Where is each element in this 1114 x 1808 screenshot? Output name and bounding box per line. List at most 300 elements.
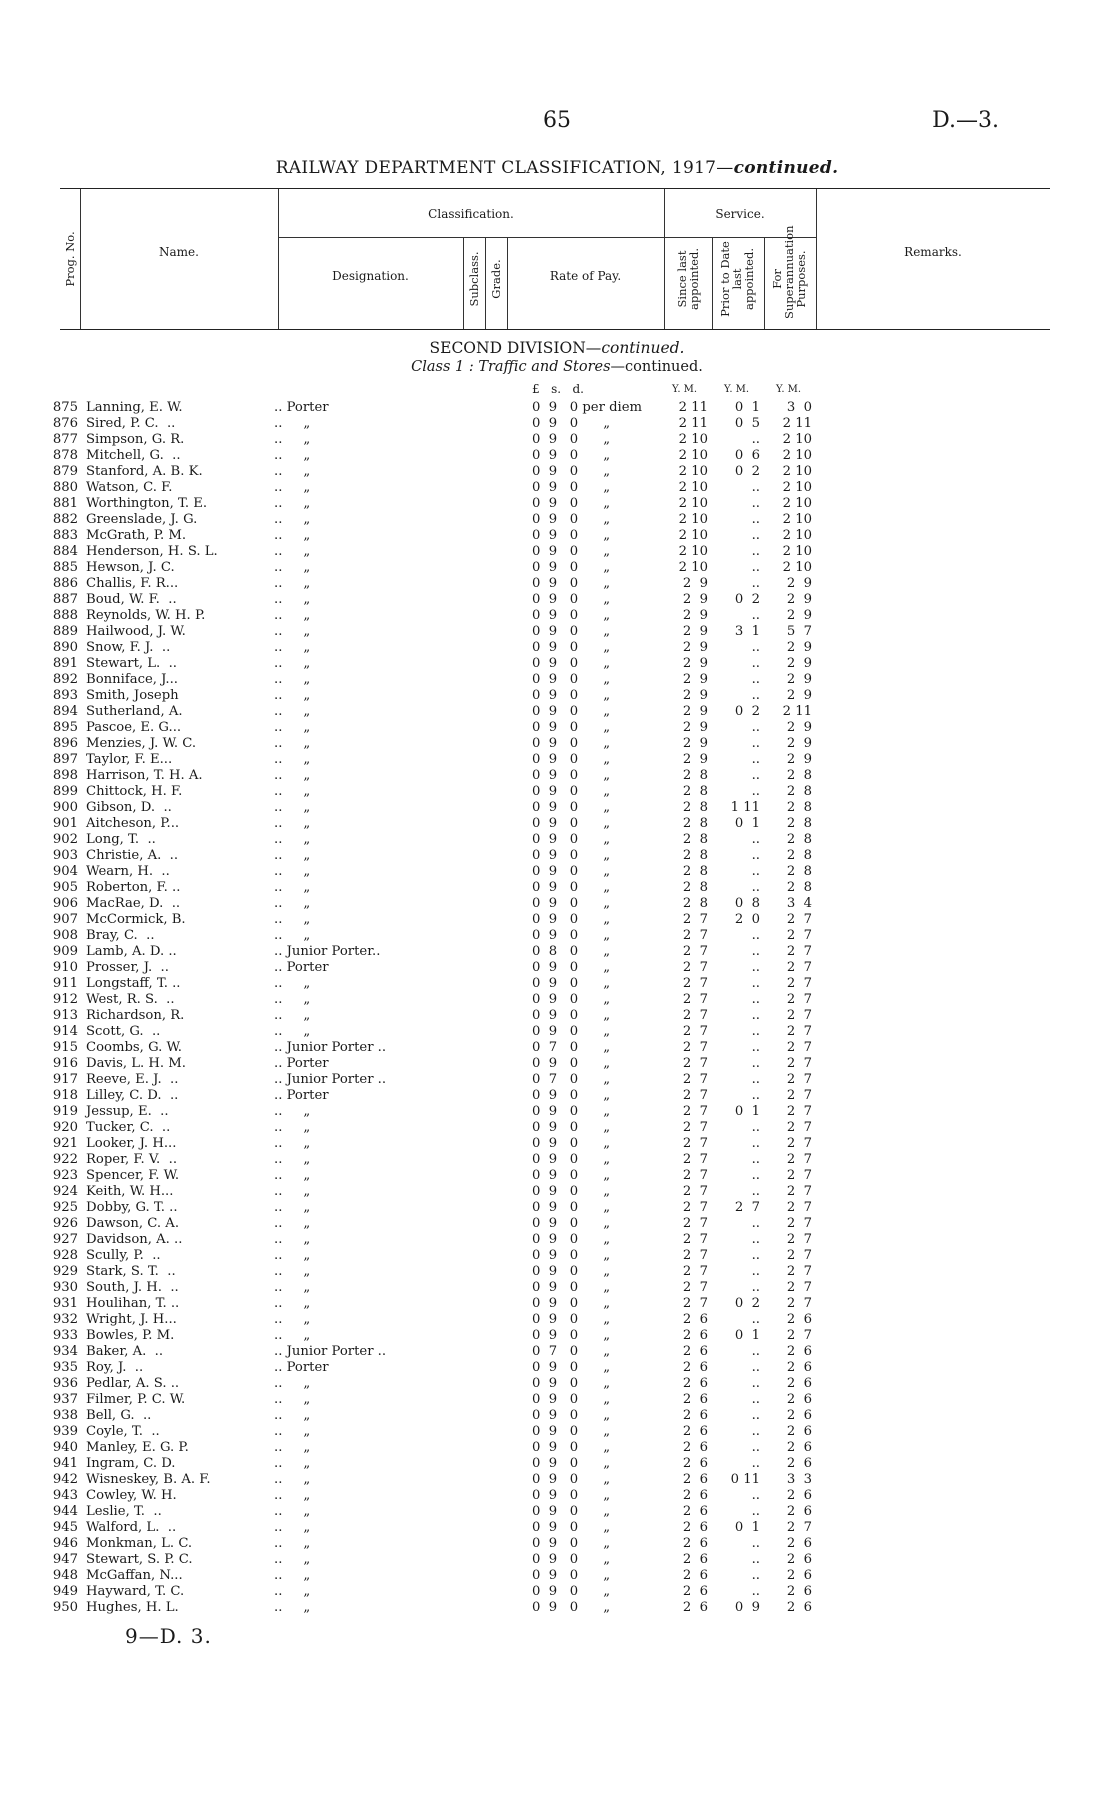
prog-no-cell: 879 xyxy=(52,464,78,479)
table-row xyxy=(0,720,1114,736)
prog-no-cell: 924 xyxy=(52,1184,78,1199)
column-rule xyxy=(485,237,486,329)
superannuation-service-cell: 2 6 xyxy=(786,1568,812,1583)
superannuation-service-cell: 2 7 xyxy=(786,1520,812,1535)
rate-of-pay-cell: 0 9 0 „ xyxy=(532,1392,611,1407)
prog-no-cell: 884 xyxy=(52,544,78,559)
prior-service-cell: .. xyxy=(751,496,760,511)
designation-cell: .. „ xyxy=(274,416,311,431)
prior-service-cell: .. xyxy=(751,768,760,783)
since-last-appointed-cell: 2 7 xyxy=(682,1264,708,1279)
since-last-appointed-cell: 2 8 xyxy=(682,832,708,847)
rate-of-pay-cell: 0 9 0 „ xyxy=(532,1440,611,1455)
designation-cell: .. Junior Porter .. xyxy=(274,1072,387,1087)
prior-service-cell: .. xyxy=(751,1072,760,1087)
designation-cell: .. „ xyxy=(274,1488,311,1503)
since-last-appointed-cell: 2 8 xyxy=(682,896,708,911)
header-for-superannuation: For Superannuation Purposes. xyxy=(770,225,808,319)
prog-no-cell: 899 xyxy=(52,784,78,799)
superannuation-service-cell: 3 0 xyxy=(786,400,812,415)
prog-no-cell: 877 xyxy=(52,432,78,447)
prior-service-cell: .. xyxy=(751,1232,760,1247)
superannuation-service-cell: 2 6 xyxy=(786,1360,812,1375)
rate-of-pay-cell: 0 9 0 „ xyxy=(532,1408,611,1423)
header-designation: Designation. xyxy=(332,269,409,283)
since-last-appointed-cell: 2 7 xyxy=(682,960,708,975)
prior-service-cell: .. xyxy=(751,832,760,847)
name-cell: Pedlar, A. S. .. xyxy=(86,1376,180,1391)
prog-no-cell: 889 xyxy=(52,624,78,639)
since-last-appointed-cell: 2 10 xyxy=(678,432,708,447)
table-row xyxy=(0,1264,1114,1280)
designation-cell: .. „ xyxy=(274,1312,311,1327)
designation-cell: .. „ xyxy=(274,864,311,879)
rate-of-pay-cell: 0 9 0 „ xyxy=(532,1520,611,1535)
prog-no-cell: 890 xyxy=(52,640,78,655)
rate-of-pay-cell: 0 9 0 „ xyxy=(532,416,611,431)
rate-of-pay-cell: 0 9 0 „ xyxy=(532,1216,611,1231)
name-cell: Baker, A. .. xyxy=(86,1344,164,1359)
prior-service-cell: .. xyxy=(751,1056,760,1071)
table-row xyxy=(0,784,1114,800)
table-row xyxy=(0,1376,1114,1392)
prior-service-cell: .. xyxy=(751,944,760,959)
designation-cell: .. „ xyxy=(274,800,311,815)
designation-cell: .. „ xyxy=(274,1104,311,1119)
designation-cell: .. „ xyxy=(274,544,311,559)
prior-service-cell: .. xyxy=(751,736,760,751)
prior-service-cell: .. xyxy=(751,1120,760,1135)
table-row xyxy=(0,560,1114,576)
header-rate-of-pay: Rate of Pay. xyxy=(549,269,622,283)
designation-cell: .. „ xyxy=(274,1392,311,1407)
rate-of-pay-cell: 0 9 0 „ xyxy=(532,1232,611,1247)
since-last-appointed-cell: 2 10 xyxy=(678,464,708,479)
prior-service-cell: .. xyxy=(751,1264,760,1279)
rate-of-pay-cell: 0 9 0 „ xyxy=(532,672,611,687)
designation-cell: .. „ xyxy=(274,672,311,687)
rate-of-pay-cell: 0 9 0 „ xyxy=(532,720,611,735)
since-last-appointed-cell: 2 10 xyxy=(678,512,708,527)
table-row xyxy=(0,1584,1114,1600)
prior-service-cell: .. xyxy=(751,784,760,799)
since-last-appointed-cell: 2 9 xyxy=(682,624,708,639)
prior-service-cell: 0 11 xyxy=(730,1472,760,1487)
since-last-appointed-cell: 2 7 xyxy=(682,944,708,959)
table-row xyxy=(0,1056,1114,1072)
prior-service-cell: .. xyxy=(751,608,760,623)
designation-cell: .. „ xyxy=(274,1232,311,1247)
superannuation-service-cell: 2 7 xyxy=(786,1056,812,1071)
name-cell: Tucker, C. .. xyxy=(86,1120,171,1135)
prior-service-cell: .. xyxy=(751,544,760,559)
since-last-appointed-cell: 2 6 xyxy=(682,1520,708,1535)
rate-of-pay-cell: 0 9 0 „ xyxy=(532,544,611,559)
designation-cell: .. „ xyxy=(274,496,311,511)
table-row xyxy=(0,1168,1114,1184)
name-cell: Spencer, F. W. xyxy=(86,1168,180,1183)
name-cell: Sutherland, A. xyxy=(86,704,183,719)
table-row xyxy=(0,1552,1114,1568)
prog-no-cell: 942 xyxy=(52,1472,78,1487)
superannuation-service-cell: 2 7 xyxy=(786,976,812,991)
rate-of-pay-cell: 0 9 0 „ xyxy=(532,880,611,895)
table-row xyxy=(0,704,1114,720)
prior-service-cell: .. xyxy=(751,1456,760,1471)
prog-no-cell: 923 xyxy=(52,1168,78,1183)
name-cell: Bonniface, J... xyxy=(86,672,178,687)
superannuation-service-cell: 2 9 xyxy=(786,592,812,607)
designation-cell: .. „ xyxy=(274,1376,311,1391)
superannuation-service-cell: 2 7 xyxy=(786,928,812,943)
table-row xyxy=(0,1104,1114,1120)
prog-no-cell: 946 xyxy=(52,1536,78,1551)
name-cell: South, J. H. .. xyxy=(86,1280,179,1295)
superannuation-service-cell: 2 6 xyxy=(786,1408,812,1423)
rate-of-pay-cell: 0 9 0 „ xyxy=(532,1200,611,1215)
name-cell: Dobby, G. T. .. xyxy=(86,1200,178,1215)
prior-service-cell: .. xyxy=(751,928,760,943)
prior-service-cell: .. xyxy=(751,1424,760,1439)
name-cell: Hughes, H. L. xyxy=(86,1600,179,1615)
name-cell: Leslie, T. .. xyxy=(86,1504,162,1519)
prog-no-cell: 948 xyxy=(52,1568,78,1583)
name-cell: Roy, J. .. xyxy=(86,1360,144,1375)
prog-no-cell: 919 xyxy=(52,1104,78,1119)
superannuation-service-cell: 2 10 xyxy=(782,544,812,559)
section-title-main: SECOND DIVISION— xyxy=(429,339,602,357)
designation-cell: .. „ xyxy=(274,480,311,495)
rate-of-pay-cell: 0 9 0 „ xyxy=(532,832,611,847)
table-row xyxy=(0,592,1114,608)
designation-cell: .. „ xyxy=(274,1408,311,1423)
prior-service-cell: 0 1 xyxy=(734,400,760,415)
column-rule xyxy=(764,237,765,329)
name-cell: Snow, F. J. .. xyxy=(86,640,171,655)
prog-no-cell: 929 xyxy=(52,1264,78,1279)
superannuation-service-cell: 2 10 xyxy=(782,496,812,511)
name-cell: Greenslade, J. G. xyxy=(86,512,198,527)
table-row xyxy=(0,1280,1114,1296)
column-rule xyxy=(463,237,464,329)
prog-no-cell: 928 xyxy=(52,1248,78,1263)
rate-of-pay-cell: 0 9 0 „ xyxy=(532,496,611,511)
prior-service-cell: .. xyxy=(751,1152,760,1167)
prog-no-cell: 925 xyxy=(52,1200,78,1215)
rate-of-pay-cell: 0 9 0 „ xyxy=(532,1536,611,1551)
prior-service-cell: 0 1 xyxy=(734,1328,760,1343)
prior-service-cell: .. xyxy=(751,864,760,879)
prog-no-cell: 875 xyxy=(52,400,78,415)
since-last-appointed-cell: 2 7 xyxy=(682,1168,708,1183)
prog-no-cell: 904 xyxy=(52,864,78,879)
since-last-appointed-cell: 2 9 xyxy=(682,640,708,655)
rate-of-pay-cell: 0 9 0 „ xyxy=(532,928,611,943)
rate-of-pay-cell: 0 9 0 „ xyxy=(532,1120,611,1135)
prog-no-cell: 906 xyxy=(52,896,78,911)
name-cell: Lanning, E. W. xyxy=(86,400,183,415)
class-name: Traffic and Stores xyxy=(478,359,611,375)
designation-cell: .. „ xyxy=(274,1552,311,1567)
table-row xyxy=(0,1136,1114,1152)
name-cell: Harrison, T. H. A. xyxy=(86,768,203,783)
prog-no-cell: 887 xyxy=(52,592,78,607)
rate-of-pay-cell: 0 7 0 „ xyxy=(532,1344,611,1359)
prog-no-cell: 901 xyxy=(52,816,78,831)
superannuation-service-cell: 2 8 xyxy=(786,784,812,799)
rate-of-pay-cell: 0 9 0 „ xyxy=(532,960,611,975)
prog-no-cell: 913 xyxy=(52,1008,78,1023)
since-last-appointed-cell: 2 10 xyxy=(678,528,708,543)
table-row xyxy=(0,1088,1114,1104)
rate-of-pay-cell: 0 9 0 „ xyxy=(532,512,611,527)
rate-of-pay-cell: 0 9 0 „ xyxy=(532,1424,611,1439)
designation-cell: .. „ xyxy=(274,1008,311,1023)
table-row xyxy=(0,464,1114,480)
since-last-appointed-cell: 2 6 xyxy=(682,1360,708,1375)
name-cell: Stewart, L. .. xyxy=(86,656,177,671)
prog-no-cell: 905 xyxy=(52,880,78,895)
prog-no-cell: 903 xyxy=(52,848,78,863)
since-last-appointed-cell: 2 8 xyxy=(682,864,708,879)
header-prior-to-date-last-appointed: Prior to Date last appointed. xyxy=(718,241,756,317)
prog-no-cell: 892 xyxy=(52,672,78,687)
prior-service-cell: .. xyxy=(751,688,760,703)
rate-of-pay-cell: 0 9 0 „ xyxy=(532,640,611,655)
designation-cell: .. „ xyxy=(274,528,311,543)
superannuation-service-cell: 2 8 xyxy=(786,816,812,831)
prior-service-cell: .. xyxy=(751,1184,760,1199)
rate-of-pay-cell: 0 9 0 „ xyxy=(532,560,611,575)
name-cell: McGaffan, N... xyxy=(86,1568,183,1583)
classification-rule xyxy=(278,237,664,238)
rate-of-pay-cell: 0 9 0 „ xyxy=(532,576,611,591)
superannuation-service-cell: 2 6 xyxy=(786,1600,812,1615)
since-last-appointed-cell: 2 6 xyxy=(682,1568,708,1583)
table-row xyxy=(0,656,1114,672)
designation-cell: .. Junior Porter .. xyxy=(274,1344,387,1359)
name-cell: Hayward, T. C. xyxy=(86,1584,185,1599)
prior-service-cell: .. xyxy=(751,656,760,671)
prior-service-cell: 1 11 xyxy=(730,800,760,815)
prog-no-cell: 891 xyxy=(52,656,78,671)
superannuation-service-cell: 2 7 xyxy=(786,992,812,1007)
designation-cell: .. „ xyxy=(274,640,311,655)
prior-service-cell: .. xyxy=(751,848,760,863)
prior-service-cell: .. xyxy=(751,1488,760,1503)
name-cell: Manley, E. G. P. xyxy=(86,1440,189,1455)
since-last-appointed-cell: 2 8 xyxy=(682,816,708,831)
rate-of-pay-cell: 0 9 0 „ xyxy=(532,800,611,815)
prog-no-cell: 897 xyxy=(52,752,78,767)
prog-no-cell: 895 xyxy=(52,720,78,735)
prog-no-cell: 886 xyxy=(52,576,78,591)
superannuation-service-cell: 2 9 xyxy=(786,576,812,591)
designation-cell: .. Porter xyxy=(274,1056,329,1071)
service-unit-since-last: Y. M. xyxy=(672,384,698,395)
superannuation-service-cell: 2 9 xyxy=(786,608,812,623)
since-last-appointed-cell: 2 9 xyxy=(682,704,708,719)
table-row xyxy=(0,832,1114,848)
table-row xyxy=(0,1008,1114,1024)
header-service: Service. xyxy=(715,207,765,221)
prior-service-cell: 0 1 xyxy=(734,1520,760,1535)
since-last-appointed-cell: 2 8 xyxy=(682,784,708,799)
header-grade: Grade. xyxy=(489,259,503,299)
prior-service-cell: 0 2 xyxy=(734,1296,760,1311)
name-cell: McGrath, P. M. xyxy=(86,528,187,543)
designation-cell: .. „ xyxy=(274,1456,311,1471)
superannuation-service-cell: 2 8 xyxy=(786,800,812,815)
name-cell: Keith, W. H... xyxy=(86,1184,174,1199)
superannuation-service-cell: 2 7 xyxy=(786,1264,812,1279)
name-cell: Looker, J. H... xyxy=(86,1136,177,1151)
designation-cell: .. „ xyxy=(274,1568,311,1583)
since-last-appointed-cell: 2 6 xyxy=(682,1504,708,1519)
since-last-appointed-cell: 2 7 xyxy=(682,1232,708,1247)
table-row xyxy=(0,992,1114,1008)
rate-of-pay-cell: 0 9 0 „ xyxy=(532,1088,611,1103)
since-last-appointed-cell: 2 10 xyxy=(678,480,708,495)
since-last-appointed-cell: 2 8 xyxy=(682,768,708,783)
since-last-appointed-cell: 2 7 xyxy=(682,1040,708,1055)
designation-cell: .. „ xyxy=(274,896,311,911)
superannuation-service-cell: 2 9 xyxy=(786,656,812,671)
superannuation-service-cell: 2 6 xyxy=(786,1440,812,1455)
table-row xyxy=(0,1504,1114,1520)
prior-service-cell: .. xyxy=(751,752,760,767)
name-cell: Lamb, A. D. .. xyxy=(86,944,177,959)
name-cell: Wright, J. H... xyxy=(86,1312,177,1327)
prior-service-cell: .. xyxy=(751,672,760,687)
since-last-appointed-cell: 2 9 xyxy=(682,608,708,623)
prog-no-cell: 927 xyxy=(52,1232,78,1247)
since-last-appointed-cell: 2 6 xyxy=(682,1600,708,1615)
table-row xyxy=(0,1520,1114,1536)
prog-no-cell: 936 xyxy=(52,1376,78,1391)
designation-cell: .. „ xyxy=(274,768,311,783)
prior-service-cell: .. xyxy=(751,1136,760,1151)
since-last-appointed-cell: 2 7 xyxy=(682,1104,708,1119)
rate-of-pay-cell: 0 9 0 „ xyxy=(532,1104,611,1119)
table-row xyxy=(0,448,1114,464)
since-last-appointed-cell: 2 7 xyxy=(682,1200,708,1215)
table-row xyxy=(0,608,1114,624)
prior-service-cell: 2 7 xyxy=(734,1200,760,1215)
designation-cell: .. „ xyxy=(274,848,311,863)
designation-cell: .. „ xyxy=(274,592,311,607)
designation-cell: .. „ xyxy=(274,576,311,591)
rate-of-pay-cell: 0 9 0 „ xyxy=(532,912,611,927)
table-row xyxy=(0,800,1114,816)
prog-no-cell: 941 xyxy=(52,1456,78,1471)
designation-cell: .. „ xyxy=(274,1216,311,1231)
prior-service-cell: .. xyxy=(751,528,760,543)
column-rule xyxy=(712,237,713,329)
name-cell: Bell, G. .. xyxy=(86,1408,152,1423)
name-cell: MacRae, D. .. xyxy=(86,896,181,911)
prior-service-cell: .. xyxy=(751,880,760,895)
prog-no-cell: 893 xyxy=(52,688,78,703)
prog-no-cell: 908 xyxy=(52,928,78,943)
superannuation-service-cell: 2 10 xyxy=(782,448,812,463)
rate-of-pay-cell: 0 9 0 „ xyxy=(532,1264,611,1279)
since-last-appointed-cell: 2 8 xyxy=(682,848,708,863)
rate-of-pay-cell: 0 9 0 „ xyxy=(532,848,611,863)
since-last-appointed-cell: 2 9 xyxy=(682,752,708,767)
name-cell: Gibson, D. .. xyxy=(86,800,172,815)
since-last-appointed-cell: 2 6 xyxy=(682,1440,708,1455)
since-last-appointed-cell: 2 9 xyxy=(682,592,708,607)
header-name: Name. xyxy=(159,245,199,259)
column-rule xyxy=(507,237,508,329)
document-reference: D.—3. xyxy=(932,108,999,133)
prior-service-cell: .. xyxy=(751,1088,760,1103)
prior-service-cell: 2 0 xyxy=(734,912,760,927)
prog-no-cell: 909 xyxy=(52,944,78,959)
name-cell: Wisneskey, B. A. F. xyxy=(86,1472,211,1487)
rate-of-pay-cell: 0 9 0 „ xyxy=(532,528,611,543)
prior-service-cell: 0 2 xyxy=(734,464,760,479)
name-cell: Roberton, F. .. xyxy=(86,880,181,895)
since-last-appointed-cell: 2 7 xyxy=(682,912,708,927)
designation-cell: .. „ xyxy=(274,1248,311,1263)
name-cell: Richardson, R. xyxy=(86,1008,185,1023)
superannuation-service-cell: 2 10 xyxy=(782,528,812,543)
rate-of-pay-cell: 0 7 0 „ xyxy=(532,1040,611,1055)
rate-of-pay-cell: 0 9 0 „ xyxy=(532,1600,611,1615)
prog-no-cell: 947 xyxy=(52,1552,78,1567)
prior-service-cell: .. xyxy=(751,1312,760,1327)
table-row xyxy=(0,544,1114,560)
rate-of-pay-cell: 0 9 0 „ xyxy=(532,1248,611,1263)
table-row xyxy=(0,1184,1114,1200)
since-last-appointed-cell: 2 6 xyxy=(682,1312,708,1327)
designation-cell: .. „ xyxy=(274,1296,311,1311)
superannuation-service-cell: 2 7 xyxy=(786,1184,812,1199)
designation-cell: .. „ xyxy=(274,832,311,847)
designation-cell: .. „ xyxy=(274,1184,311,1199)
rate-of-pay-cell: 0 9 0 „ xyxy=(532,688,611,703)
name-cell: Davidson, A. .. xyxy=(86,1232,183,1247)
table-row xyxy=(0,672,1114,688)
prog-no-cell: 882 xyxy=(52,512,78,527)
prior-service-cell: .. xyxy=(751,720,760,735)
prior-service-cell: .. xyxy=(751,1584,760,1599)
prior-service-cell: .. xyxy=(751,1536,760,1551)
since-last-appointed-cell: 2 9 xyxy=(682,672,708,687)
column-rule xyxy=(816,189,817,329)
name-cell: Mitchell, G. .. xyxy=(86,448,181,463)
superannuation-service-cell: 2 8 xyxy=(786,864,812,879)
name-cell: Coombs, G. W. xyxy=(86,1040,182,1055)
since-last-appointed-cell: 2 8 xyxy=(682,800,708,815)
superannuation-service-cell: 2 6 xyxy=(786,1344,812,1359)
table-row xyxy=(0,496,1114,512)
prog-no-cell: 944 xyxy=(52,1504,78,1519)
designation-cell: .. „ xyxy=(274,432,311,447)
superannuation-service-cell: 2 9 xyxy=(786,752,812,767)
prog-no-cell: 914 xyxy=(52,1024,78,1039)
name-cell: Bray, C. .. xyxy=(86,928,155,943)
prior-service-cell: 0 8 xyxy=(734,896,760,911)
since-last-appointed-cell: 2 10 xyxy=(678,544,708,559)
superannuation-service-cell: 2 6 xyxy=(786,1424,812,1439)
name-cell: Sired, P. C. .. xyxy=(86,416,176,431)
name-cell: Scully, P. .. xyxy=(86,1248,161,1263)
prior-service-cell: .. xyxy=(751,992,760,1007)
since-last-appointed-cell: 2 10 xyxy=(678,560,708,575)
